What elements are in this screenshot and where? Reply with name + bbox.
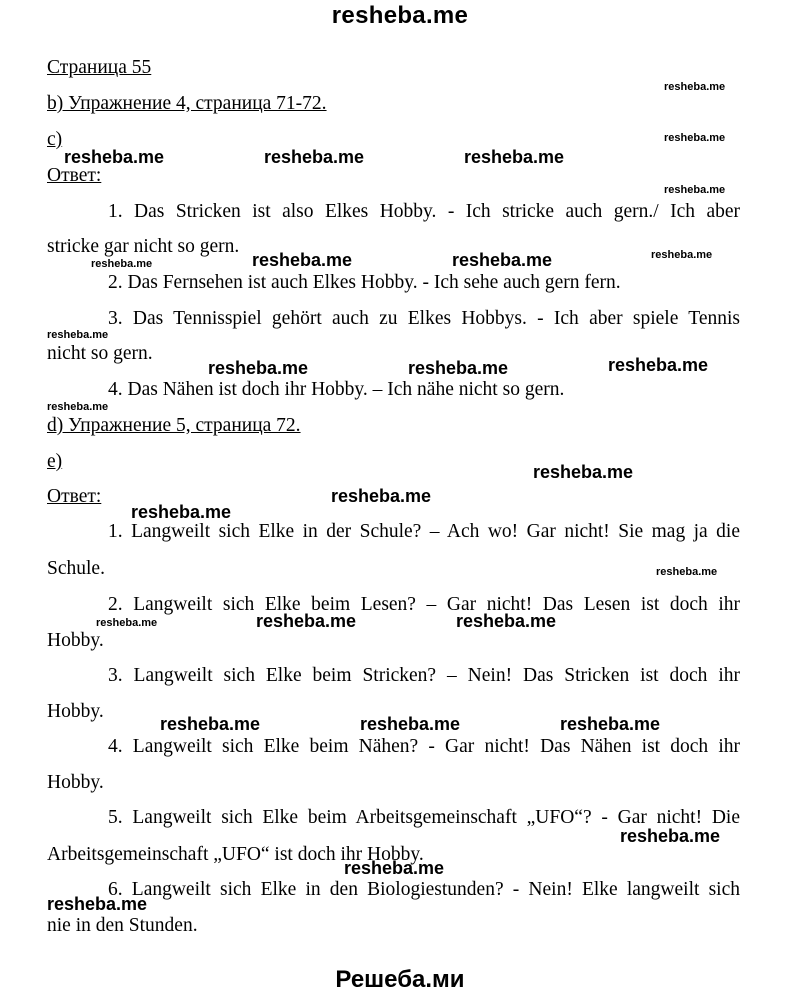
watermark: resheba.me [96, 617, 158, 629]
watermark: resheba.me [456, 611, 557, 631]
watermark: resheba.me [608, 355, 709, 375]
c-item-2: 2. Das Fernsehen ist auch Elkes Hobby. - Ich sehe auch gern fern. [108, 272, 621, 293]
watermark: resheba.me [360, 714, 461, 734]
watermark: resheba.me [131, 502, 232, 522]
e-item-4: 4. Langweilt sich Elke beim Nähen? - Gar nicht! Das Nähen ist doch ihr [108, 736, 740, 757]
site-header: resheba.me [331, 2, 469, 29]
watermark: resheba.me [160, 714, 261, 734]
e-item-6-cont: nie in den Stunden. [47, 915, 198, 936]
watermark: resheba.me [464, 147, 565, 167]
e-item-1-cont: Schule. [47, 558, 105, 579]
e-item-4-cont: Hobby. [47, 772, 104, 793]
section-b-heading: b) Упражнение 4, страница 71-72. [47, 93, 327, 114]
watermark: resheba.me [533, 462, 634, 482]
watermark: resheba.me [664, 184, 726, 196]
watermark: resheba.me [560, 714, 661, 734]
watermark: resheba.me [408, 358, 509, 378]
e-item-5: 5. Langweilt sich Elke beim Arbeitsgemeinschaft „UFO“? - Gar nicht! Die [108, 807, 740, 828]
watermark: resheba.me [91, 258, 153, 270]
c-item-4: 4. Das Nähen ist doch ihr Hobby. – Ich nähe nicht so gern. [108, 379, 565, 400]
watermark: resheba.me [452, 250, 553, 270]
watermark: resheba.me [331, 486, 432, 506]
watermark: resheba.me [620, 826, 721, 846]
watermark: resheba.me [664, 132, 726, 144]
c-item-3: 3. Das Tennisspiel gehört auch zu Elkes Hobbys. - Ich aber spiele Tennis [108, 308, 740, 329]
section-c-heading: c) [47, 129, 63, 150]
c-item-1-cont: stricke gar nicht so gern. [47, 236, 240, 257]
e-item-3: 3. Langweilt sich Elke beim Stricken? – Nein! Das Stricken ist doch ihr [108, 665, 740, 686]
e-item-1: 1. Langweilt sich Elke in der Schule? – Ach wo! Gar nicht! Sie mag ja die [108, 521, 740, 542]
e-item-5-cont: Arbeitsgemeinschaft „UFO“ ist doch ihr Hobby. [47, 844, 424, 865]
c-item-1: 1. Das Stricken ist also Elkes Hobby. - Ich stricke auch gern./ Ich aber [108, 201, 740, 222]
watermark: resheba.me [344, 858, 445, 878]
watermark: resheba.me [208, 358, 309, 378]
watermark: resheba.me [47, 401, 109, 413]
watermark: resheba.me [47, 894, 148, 914]
site-footer: Решеба.ми [335, 966, 465, 993]
section-d-heading: d) Упражнение 5, страница 72. [47, 415, 301, 436]
watermark: resheba.me [64, 147, 165, 167]
watermark: resheba.me [47, 329, 109, 341]
watermark: resheba.me [651, 249, 713, 261]
answer-label: Ответ: [47, 486, 102, 507]
e-item-6: 6. Langweilt sich Elke in den Biologiestunden? - Nein! Elke langweilt sich [108, 879, 740, 900]
watermark: resheba.me [252, 250, 353, 270]
watermark: resheba.me [664, 81, 726, 93]
e-item-2-cont: Hobby. [47, 630, 104, 651]
page-label: Страница 55 [47, 57, 152, 78]
e-item-3-cont: Hobby. [47, 701, 104, 722]
watermark: resheba.me [656, 566, 718, 578]
watermark: resheba.me [264, 147, 365, 167]
section-e-heading: e) [47, 451, 63, 472]
answer-label: Ответ: [47, 165, 102, 186]
e-item-2: 2. Langweilt sich Elke beim Lesen? – Gar nicht! Das Lesen ist doch ihr [108, 594, 740, 615]
watermark: resheba.me [256, 611, 357, 631]
c-item-3-cont: nicht so gern. [47, 343, 153, 364]
